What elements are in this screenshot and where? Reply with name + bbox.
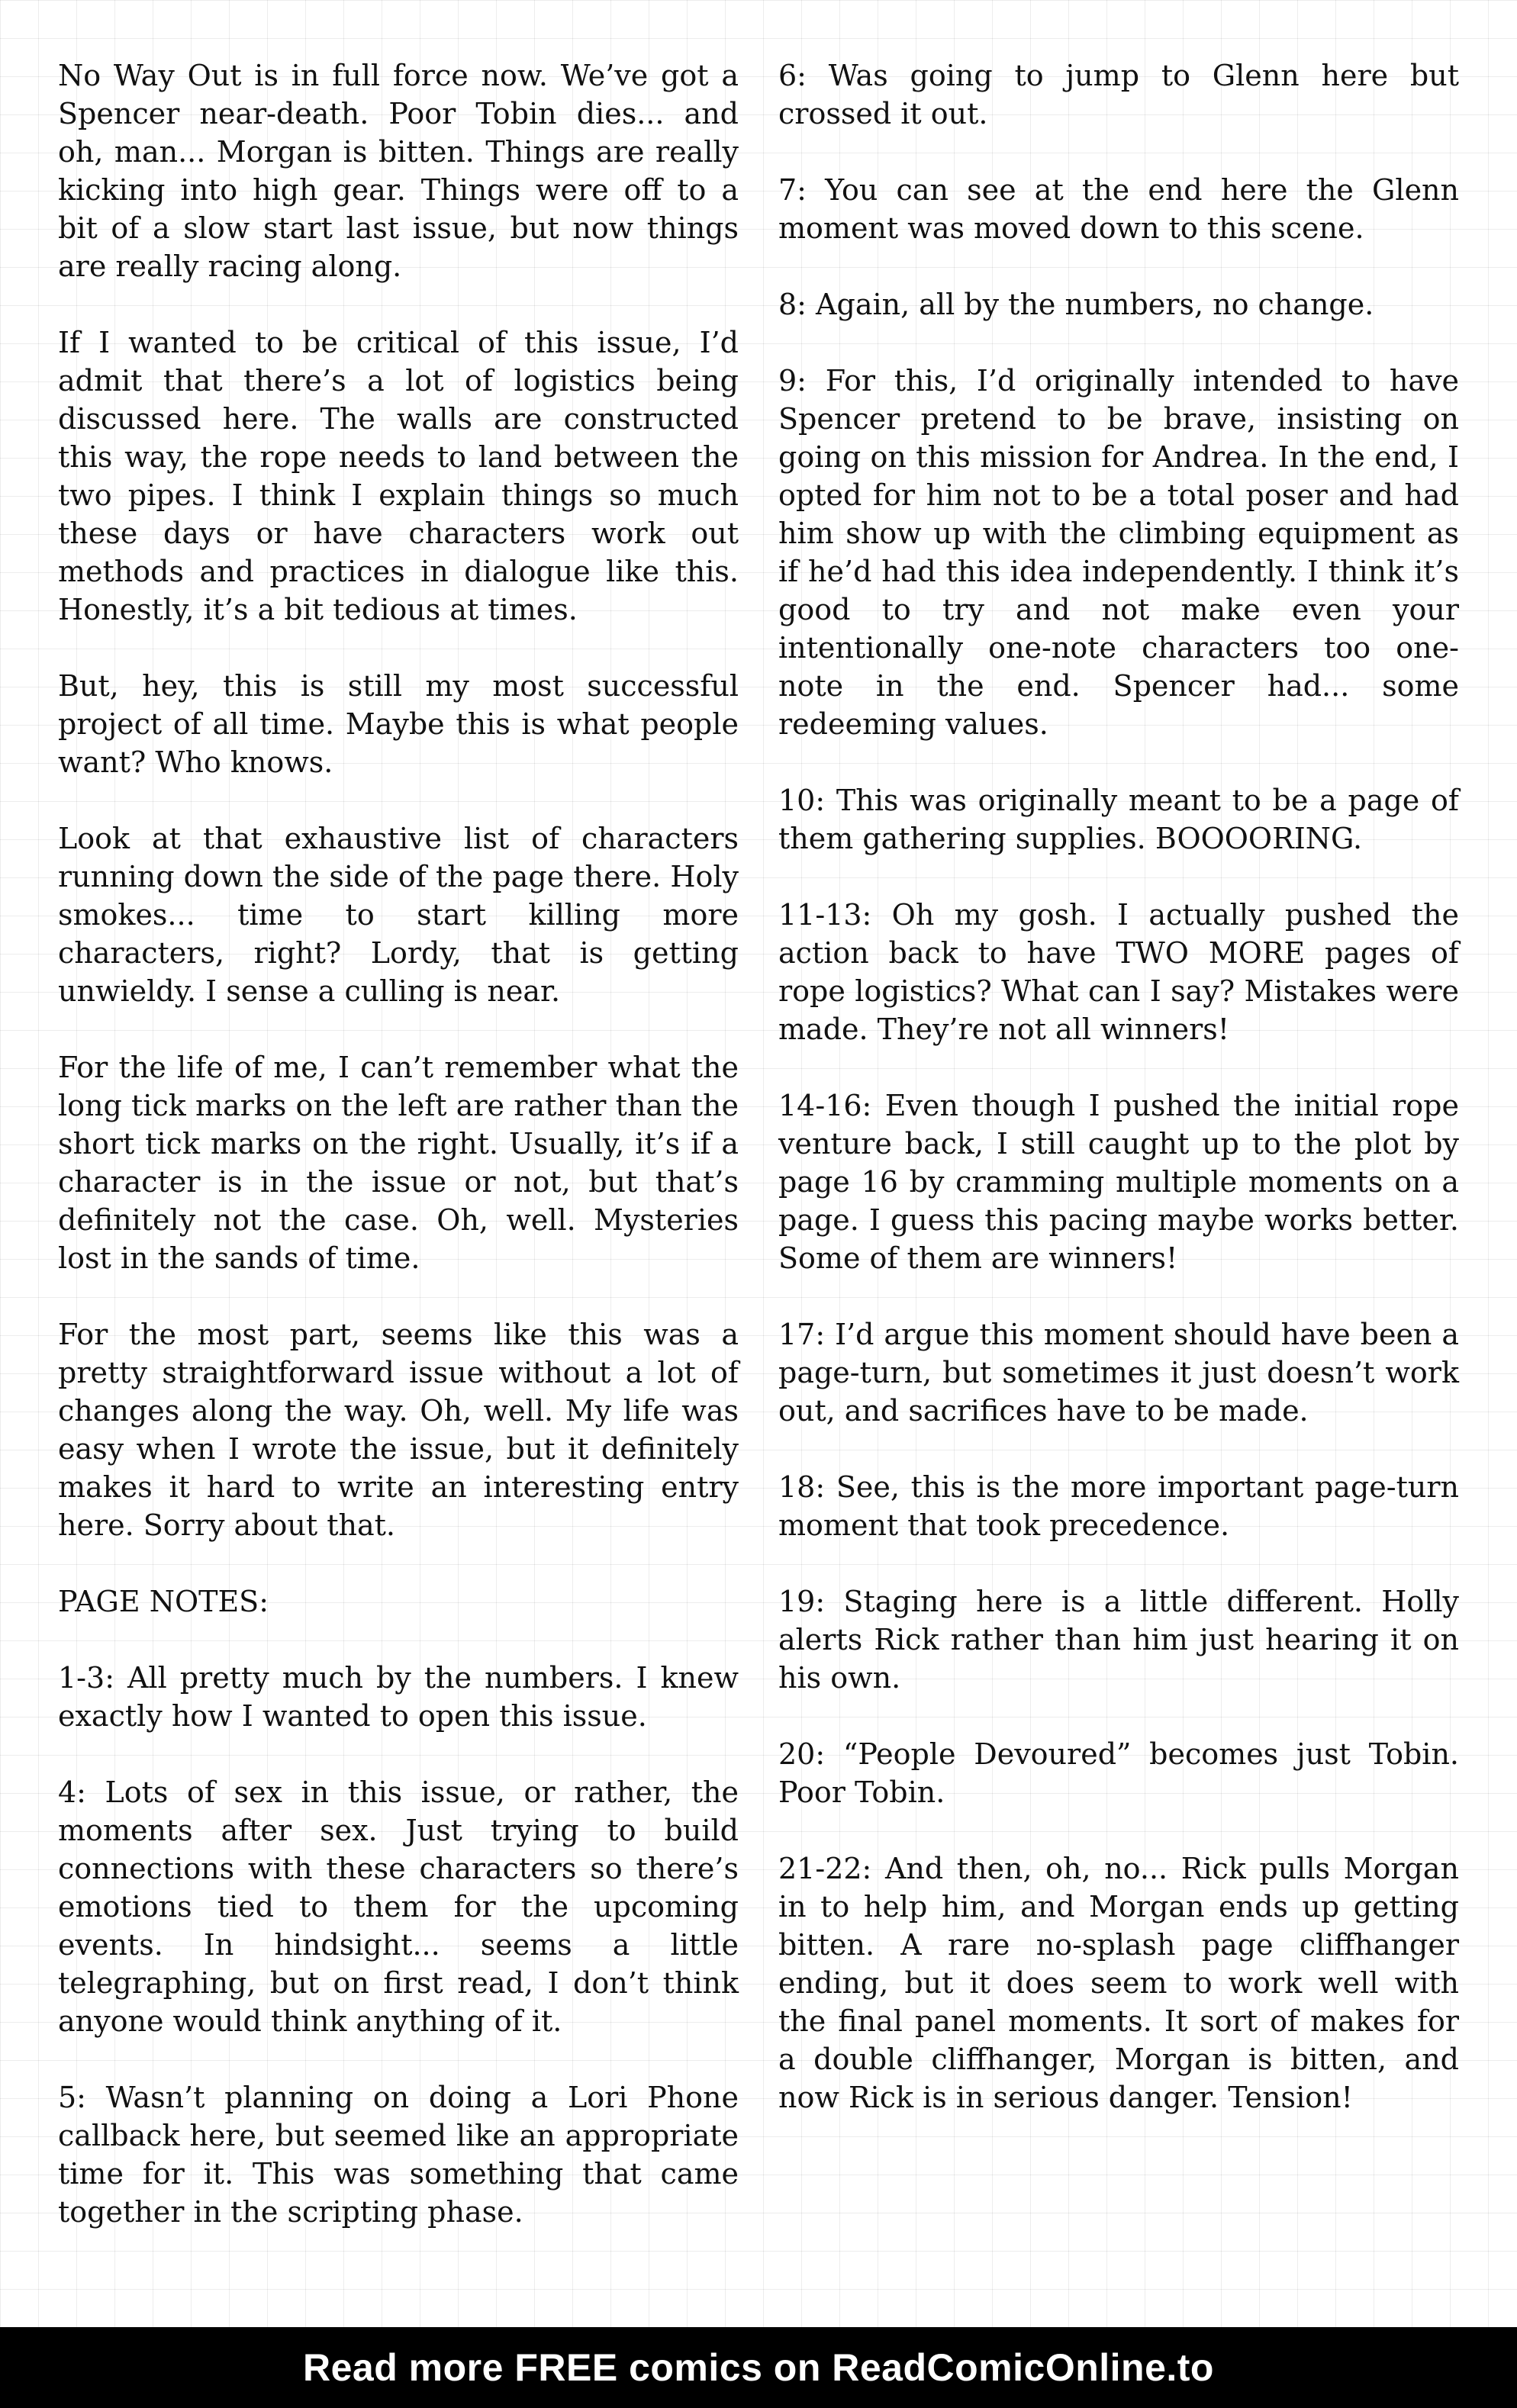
left-column (58, 56, 739, 2269)
footer-banner (0, 2327, 1517, 2408)
footer-link[interactable]: Read more FREE comics on ReadComicOnline.to (303, 2346, 1214, 2389)
page-note: 14-16: Even though I pushed the initial rope venture back, I still caught up to the plot by page 16 by cramming multiple moments on a page. I guess this pacing maybe works better. Some of them are winners! (778, 1089, 1459, 1275)
page-note: 1-3: All pretty much by the numbers. I knew exactly how I wanted to open this issue. (58, 1661, 739, 1733)
page-note: 20: “People Devoured” becomes just Tobin. Poor Tobin. (778, 1737, 1459, 1809)
page-note: 17: I’d argue this moment should have been a page-turn, but sometimes it just doesn’t work out, and sacrifices have to be made. (778, 1318, 1459, 1428)
page-note: 11-13: Oh my gosh. I actually pushed the action back to have TWO MORE pages of rope logistics? What can I say? Mistakes were made. They’re not all winners! (778, 898, 1459, 1046)
paragraph: For the most part, seems like this was a pretty straightforward issue without a lot of changes along the way. Oh, well. My life was easy when I wrote the issue, but it definitely makes it hard to write an interesting entry here. Sorry about that. (58, 1318, 739, 1542)
page-notes-heading: PAGE NOTES: (58, 1585, 269, 1618)
page-note: 18: See, this is the more important page-turn moment that took precedence. (778, 1470, 1459, 1542)
page-note: 10: This was originally meant to be a page of them gathering supplies. BOOOORING. (778, 784, 1459, 855)
paragraph: For the life of me, I can’t remember what the long tick marks on the left are rather than the short tick marks on the right. Usually, it’s if a character is in the issue or not, but that’s definitely not the case. Oh, well. Mysteries lost in the sands of time. (58, 1051, 739, 1275)
paragraph: No Way Out is in full force now. We’ve got a Spencer near-death. Poor Tobin dies... and oh, man... Morgan is bitten. Things are really kicking into high gear. Things were off to a bit of a slow start last issue, but now things are really racing along. (58, 59, 739, 283)
page-note: 6: Was going to jump to Glenn here but crossed it out. (778, 59, 1459, 130)
page-note: 21-22: And then, oh, no... Rick pulls Morgan in to help him, and Morgan ends up getting bitten. A rare no-splash page cliffhanger ending, but it does seem to work well with the final panel moments. It sort of makes for a double cliffhanger, Morgan is bitten, and now Rick is in serious danger. Tension! (778, 1852, 1459, 2114)
page-note: 19: Staging here is a little different. Holly alerts Rick rather than him just hearing it on his own. (778, 1585, 1459, 1695)
paragraph: But, hey, this is still my most successful project of all time. Maybe this is what people want? Who knows. (58, 669, 739, 779)
page-note: 4: Lots of sex in this issue, or rather, the moments after sex. Just trying to build connections with these characters so there’s emotions tied to them for the upcoming events. In hindsight... seems a little telegraphing, but on first read, I don’t think anyone would think anything of it. (58, 1775, 739, 2038)
page-note: 9: For this, I’d originally intended to have Spencer pretend to be brave, insisting on going on this mission for Andrea. In the end, I opted for him not to be a total poser and had him show up with the climbing equipment as if he’d had this idea independently. I think it’s good to try and not make even your intentionally one-note characters too one-note in the end. Spencer had... some redeeming values. (778, 364, 1459, 741)
page-note: 5: Wasn’t planning on doing a Lori Phone callback here, but seemed like an appropriate time for it. This was something that came together in the scripting phase. (58, 2081, 739, 2229)
paragraph: Look at that exhaustive list of characters running down the side of the page there. Holy smokes... time to start killing more characters, right? Lordy, that is getting unwieldy. I sense a culling is near. (58, 822, 739, 1008)
page-note: 8: Again, all by the numbers, no change. (778, 288, 1374, 321)
paragraph: If I wanted to be critical of this issue, I’d admit that there’s a lot of logistics being discussed here. The walls are constructed this way, the rope needs to land between the two pipes. I think I explain things so much these days or have characters work out methods and practices in dialogue like this. Honestly, it’s a bit tedious at times. (58, 326, 739, 626)
page-note: 7: You can see at the end here the Glenn moment was moved down to this scene. (778, 173, 1459, 245)
right-column (778, 56, 1459, 2155)
